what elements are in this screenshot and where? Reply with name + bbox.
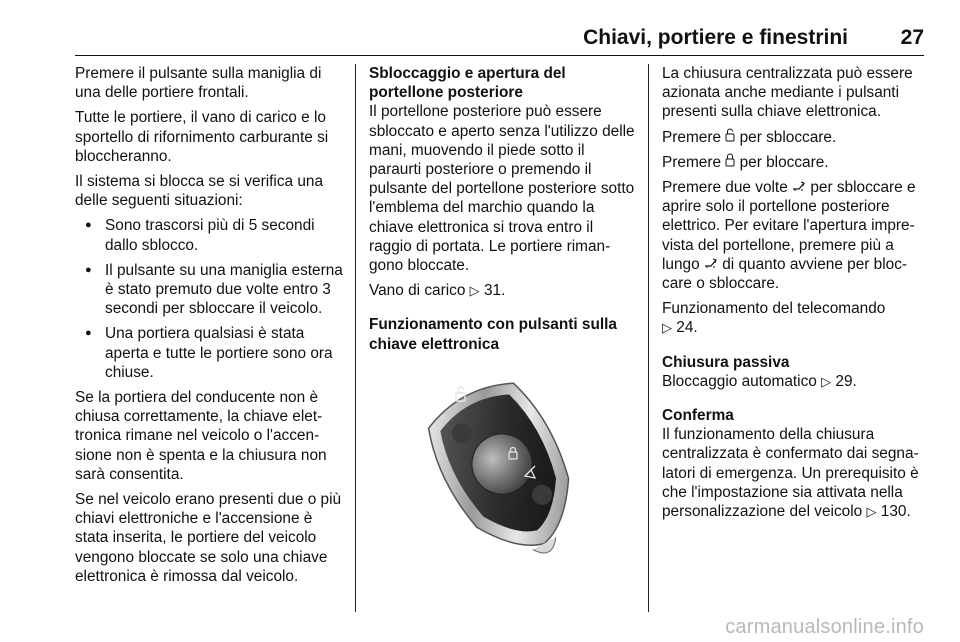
- paragraph: Tutte le portiere, il vano di carico e lo sportello di rifornimento carburante si bloccheranno.: [75, 109, 329, 165]
- text-fragment: Premere: [662, 153, 722, 171]
- text-fragment: di quanto avviene per bloccare o sbloccare.: [662, 255, 908, 293]
- page-reference[interactable]: 29.: [835, 372, 857, 390]
- page-reference[interactable]: 24.: [676, 319, 698, 337]
- page-header: [0, 0, 960, 55]
- paragraph: [662, 299, 930, 338]
- text-fragment: per sbloccare e aprire solo il portellone posteriore elettrico. Per evitare l'apertura imprevista del portellone, premere più a lungo: [662, 179, 916, 273]
- section-heading: Conferma: [662, 407, 734, 425]
- tailgate-icon: [792, 180, 806, 192]
- tailgate-icon: [704, 257, 718, 269]
- list-item: ● Una portiera qualsiasi è stata aperta e tutte le portiere sono ora chiuse.: [75, 324, 343, 382]
- page-reference[interactable]: 31: [483, 282, 502, 300]
- text-fragment: Premere: [662, 128, 722, 146]
- paragraph: [662, 128, 930, 147]
- column-divider-1: [355, 64, 356, 612]
- bullet-list: [75, 216, 343, 382]
- key-fob-image: [369, 368, 635, 560]
- paragraph: Vano di carico ▷ 31.: [369, 282, 506, 300]
- key-fob-body: [415, 369, 600, 560]
- paragraph: Premere il pulsante sulla maniglia di una delle portiere frontali.: [75, 65, 322, 102]
- paragraph: Il sistema si blocca se si verifica una delle seguenti situazioni:: [75, 173, 324, 210]
- page-number: 27: [900, 26, 924, 49]
- text-fragment: per sbloccare.: [739, 128, 837, 146]
- column-2: [369, 64, 635, 560]
- unlock-icon: [725, 128, 735, 142]
- paragraph: [662, 178, 930, 293]
- reference-arrow-icon: ▷: [821, 374, 832, 390]
- column-divider-2: [648, 64, 649, 612]
- paragraph: La chiusura centralizzata può essere azionata anche mediante i pulsanti presenti sulla chiave elettronica.: [662, 65, 913, 121]
- section-heading: Chiusura passiva: [662, 353, 790, 371]
- paragraph: [662, 372, 930, 392]
- header-title: Chiavi, portiere e finestrini: [583, 26, 848, 49]
- paragraph: Se nel veicolo erano presenti due o più chiavi elettroniche e l'accensione è stata inserita, le portiere del veicolo vengono bloccate se solo una chiave elettronica è rimossa dal veicolo.: [75, 491, 342, 585]
- page-reference[interactable]: 130.: [880, 503, 911, 521]
- paragraph: Se la portiera del conducente non è chiusa correttamente, la chiave elettronica rimane nel veicolo o l'accensione non è spenta e la chiusura non sarà consentita.: [75, 389, 327, 483]
- lock-icon: [725, 153, 735, 167]
- section-heading: Funzionamento con pulsanti sulla chiave elettronica: [369, 316, 617, 353]
- paragraph: Il portellone posteriore può essere sbloccato e aperto senza l'utilizzo delle mani, muovendo il piede sotto il paraurti posteriore o premendo il pulsante del portellone posteriore sotto l'emblema del marchio quando la chiave elettronica si trova entro il raggio di portata. Le portiere rimangono bloccate.: [369, 103, 635, 275]
- reference-arrow-icon: ▷: [469, 284, 480, 300]
- ref-text: Vano di carico: [369, 282, 466, 300]
- paragraph: [662, 425, 930, 522]
- reference-arrow-icon: ▷: [662, 321, 672, 337]
- paragraph: [662, 153, 930, 172]
- section-heading: Sbloccaggio e apertura del portellone posteriore: [369, 65, 566, 102]
- text-fragment: per bloccare.: [739, 153, 829, 171]
- watermark: carmanualsonline.info: [725, 616, 924, 638]
- list-item: ● Sono trascorsi più di 5 secondi dallo sblocco.: [75, 216, 343, 254]
- text-fragment: Funzionamento del telecomando: [662, 300, 886, 318]
- text-fragment: Bloccaggio automatico: [662, 372, 817, 390]
- list-item: ● Il pulsante su una maniglia esterna è stato premuto due volte entro 3 secondi per sbloccare il veicolo.: [75, 261, 343, 319]
- key-fob-illustration: [369, 368, 635, 560]
- text-fragment: Premere due volte: [662, 179, 788, 197]
- header-rule: [75, 55, 924, 56]
- column-1: [75, 64, 343, 592]
- text-fragment: Il funzionamento della chiusura centralizzata è confermato dai segnalatori di emergenza. Un prerequisito è che l'impostazione sia attivata nella personalizzazione del veicolo: [662, 426, 919, 521]
- column-3: [662, 64, 930, 528]
- reference-arrow-icon: ▷: [866, 505, 877, 521]
